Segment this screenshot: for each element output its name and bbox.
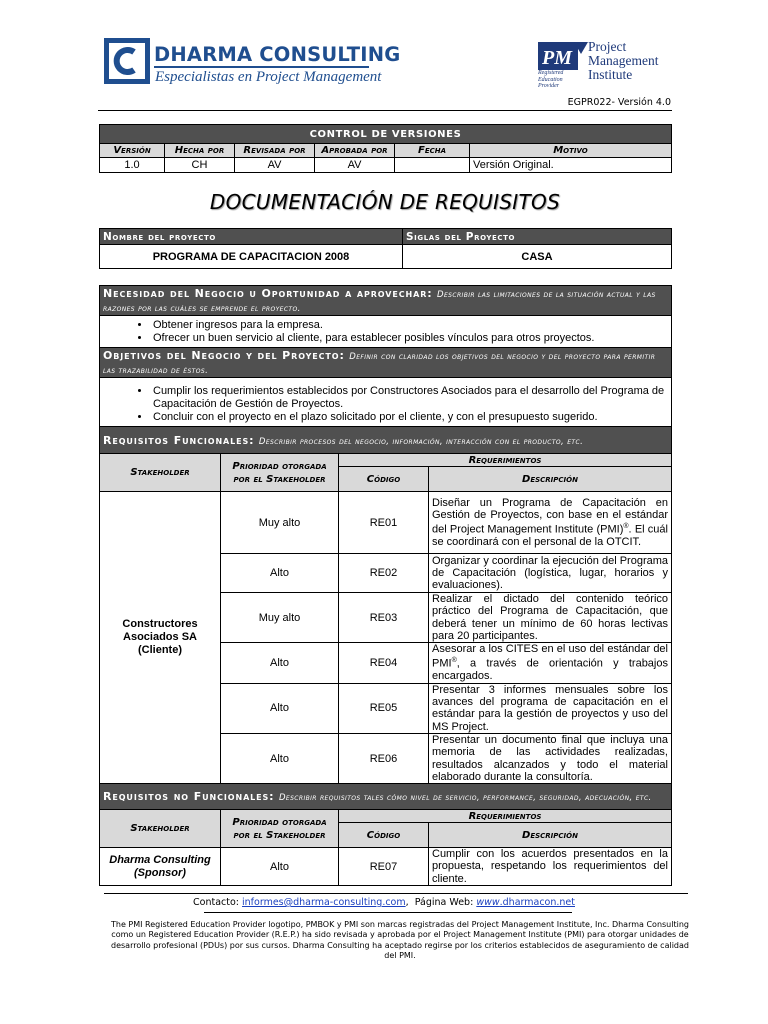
dharma-logo (104, 38, 401, 90)
page-title: DOCUMENTACIÓN DE REQUISITOS (209, 190, 561, 214)
description-cell: Cumplir con los acuerdos presentados en la propuesta, respetando los requerimientos del cliente. (429, 848, 672, 886)
reason-cell: Versión Original. (470, 158, 672, 173)
dharma-c-icon (104, 38, 150, 84)
registered-mark: ® (623, 523, 629, 531)
pmi-name (588, 40, 658, 82)
description-cell: Organizar y coordinar la ejecución del Programa de Capacitación (logística, lugar, horarios y evaluaciones). (429, 554, 672, 593)
web-suffix: .dharmacon.net (499, 897, 575, 908)
column-header: Revisada por (235, 144, 315, 158)
footer-legal-note: The PMI Registered Education Provider logotipo, PMBOK y PMI son marcas registradas del Project Management Institute, Inc. Dharma Consulting como un Registered Education Provider (R.E.P.) ha sido revisada y aprobada por el Project Management Institute (PMI) para otorgar unidades de desarrollo profesional (PDUs) por sus cursos. Dharma Consulting ha aceptado regirse por los criterios establecidos de aseguramiento de calidad del PMI. (111, 920, 689, 961)
business-needs-table (99, 285, 672, 432)
description-text: , a través de orientación y trabajos encargados. (432, 658, 668, 683)
pmi-name-line: Management (588, 53, 659, 68)
list-item: • Obtener ingresos para la empresa. (151, 319, 668, 332)
necesidad-header (100, 286, 672, 316)
description-cell: Presentar 3 informes mensuales sobre los avances del programa de capacitación en el estándar para la gestión de proyectos y uso del MS Project. (429, 683, 672, 733)
column-header: Versión (100, 144, 165, 158)
svg-text:PM: PM (542, 47, 572, 69)
column-header: Fecha (395, 144, 470, 158)
pmi-badge-line: Registered (538, 70, 564, 76)
necesidad-list (103, 319, 668, 345)
code-cell: RE07 (339, 848, 429, 886)
necesidad-title: Necesidad del Negocio u Oportunidad a aprovechar: (103, 287, 433, 300)
list-item: • Cumplir los requerimientos establecidos por Constructores Asociados para el desarrollo del Programa de Capacitación de Gestión de Proyectos. (151, 385, 668, 411)
contact-label: Contacto: (193, 897, 239, 908)
requirements-column-header: Requerimientos (339, 810, 672, 823)
project-acronym-value: CASA (403, 245, 672, 269)
objetivos-list-cell (100, 378, 672, 432)
objetivos-description: Definir con claridad los objetivos del negocio y del proyecto para permitir las trazabilidad de éstos. (103, 352, 656, 376)
header-divider (98, 110, 672, 111)
priority-cell: Alto (221, 554, 339, 593)
footer-divider-short (204, 912, 572, 913)
code-cell: RE06 (339, 733, 429, 783)
priority-column-header: Prioridad otorgada por el Stakeholder (221, 454, 339, 492)
date-cell (395, 158, 470, 173)
pmi-badge-line: Provider (538, 83, 560, 89)
code-cell: RE05 (339, 683, 429, 733)
code-cell: RE01 (339, 492, 429, 554)
registered-mark: ® (451, 657, 457, 665)
project-name-value: PROGRAMA DE CAPACITACION 2008 (100, 245, 403, 269)
pmi-badge-line: Education (538, 76, 563, 83)
stakeholder-cell: Dharma Consulting (Sponsor) (100, 848, 221, 886)
column-header: Hecha por (165, 144, 235, 158)
stakeholder-column-header: Stakeholder (100, 810, 221, 848)
non-functional-header (100, 784, 672, 810)
code-column-header: Código (339, 467, 429, 492)
code-cell: RE04 (339, 643, 429, 684)
company-name: DHARMA CONSULTING (154, 43, 401, 66)
project-name-label: Nombre del proyecto (100, 229, 403, 245)
pmi-rep-badge (538, 70, 578, 90)
priority-cell: Alto (221, 733, 339, 783)
description-text: Diseñar un Programa de Capacitación en Gestión de Proyectos, con base en el estándar del Project Management Institute (PMI) (432, 496, 668, 536)
project-info-table (99, 228, 672, 269)
approver-cell: AV (315, 158, 395, 173)
footer-contact: Contacto: informes@dharma-consulting.com, Página Web: www.dharmacon.net (193, 897, 575, 908)
pmi-logo (538, 40, 678, 92)
code-cell: RE02 (339, 554, 429, 593)
description-cell: Presentar un documento final que incluya una memoria de las actividades realizadas, resultados alcanzados y todo el material elaborado durante la consultoría. (429, 733, 672, 783)
list-item: • Ofrecer un buen servicio al cliente, para establecer posibles vínculos para otros proyectos. (151, 332, 668, 345)
description-cell: Realizar el dictado del contenido teórico práctico del Programa de Capacitación, que deberá tener un mínimo de 60 horas lectivas para 20 participantes. (429, 593, 672, 643)
priority-cell: Muy alto (221, 492, 339, 554)
description-column-header: Descripción (429, 467, 672, 492)
project-acronym-label: Siglas del Proyecto (403, 229, 672, 245)
priority-cell: Alto (221, 643, 339, 684)
priority-cell: Alto (221, 848, 339, 886)
functional-header (100, 427, 672, 454)
author-cell: CH (165, 158, 235, 173)
necesidad-description: Describir las limitaciones de la situación actual y las razones por las cuáles se emprende el proyecto. (103, 290, 656, 314)
version-cell: 1.0 (100, 158, 165, 173)
version-control-table (99, 124, 672, 173)
non-functional-requirements-table (99, 783, 672, 886)
stakeholder-column-header: Stakeholder (100, 454, 221, 492)
pmi-name-line: Project (588, 39, 627, 54)
logo-divider (154, 66, 369, 68)
description-column-header: Descripción (429, 823, 672, 848)
non-functional-title: Requisitos no Funcionales: (103, 790, 275, 803)
requirements-column-header: Requerimientos (339, 454, 672, 467)
priority-cell: Alto (221, 683, 339, 733)
reviewer-cell: AV (235, 158, 315, 173)
objetivos-title: Objetivos del Negocio y del Proyecto: (103, 349, 345, 362)
column-header: Aprobada por (315, 144, 395, 158)
document-code: EGPR022- Versión 4.0 (567, 97, 671, 108)
objetivos-header (100, 348, 672, 378)
stakeholder-cell: Constructores Asociados SA (Cliente) (100, 492, 221, 784)
code-cell: RE03 (339, 593, 429, 643)
objetivos-list (103, 385, 668, 424)
column-header: Motivo (470, 144, 672, 158)
necesidad-list-cell (100, 316, 672, 348)
functional-description: Describir procesos del negocio, información, interacción con el producto, etc. (258, 436, 584, 447)
functional-requirements-table (99, 426, 672, 784)
list-item: • Concluir con el proyecto en el plazo solicitado por el cliente, y con el presupuesto sugerido. (151, 411, 668, 424)
web-prefix: www (476, 897, 500, 908)
version-control-title: CONTROL DE VERSIONES (100, 125, 672, 144)
description-text: . El cuál se coordinará con el personal de la OTCIT. (432, 523, 668, 549)
web-label: Página Web: (414, 897, 474, 908)
website-link[interactable] (476, 897, 575, 908)
footer-divider (104, 893, 688, 894)
code-column-header: Código (339, 823, 429, 848)
company-tagline: Especialistas en Project Management (155, 69, 382, 85)
description-cell (429, 643, 672, 684)
priority-column-header: Prioridad otorgada por el Stakeholder (221, 810, 339, 848)
priority-cell: Muy alto (221, 593, 339, 643)
email-link[interactable]: informes@dharma-consulting.com (242, 897, 406, 908)
functional-title: Requisitos Funcionales: (103, 433, 255, 447)
description-cell (429, 492, 672, 554)
pmi-name-line: Institute (588, 67, 633, 82)
description-text: Asesorar a los CITES en el uso del estándar del PMI (432, 643, 668, 671)
non-functional-description: Describir requisitos tales cómo nivel de servicio, performance, seguridad, adecuación, etc. (278, 793, 652, 803)
